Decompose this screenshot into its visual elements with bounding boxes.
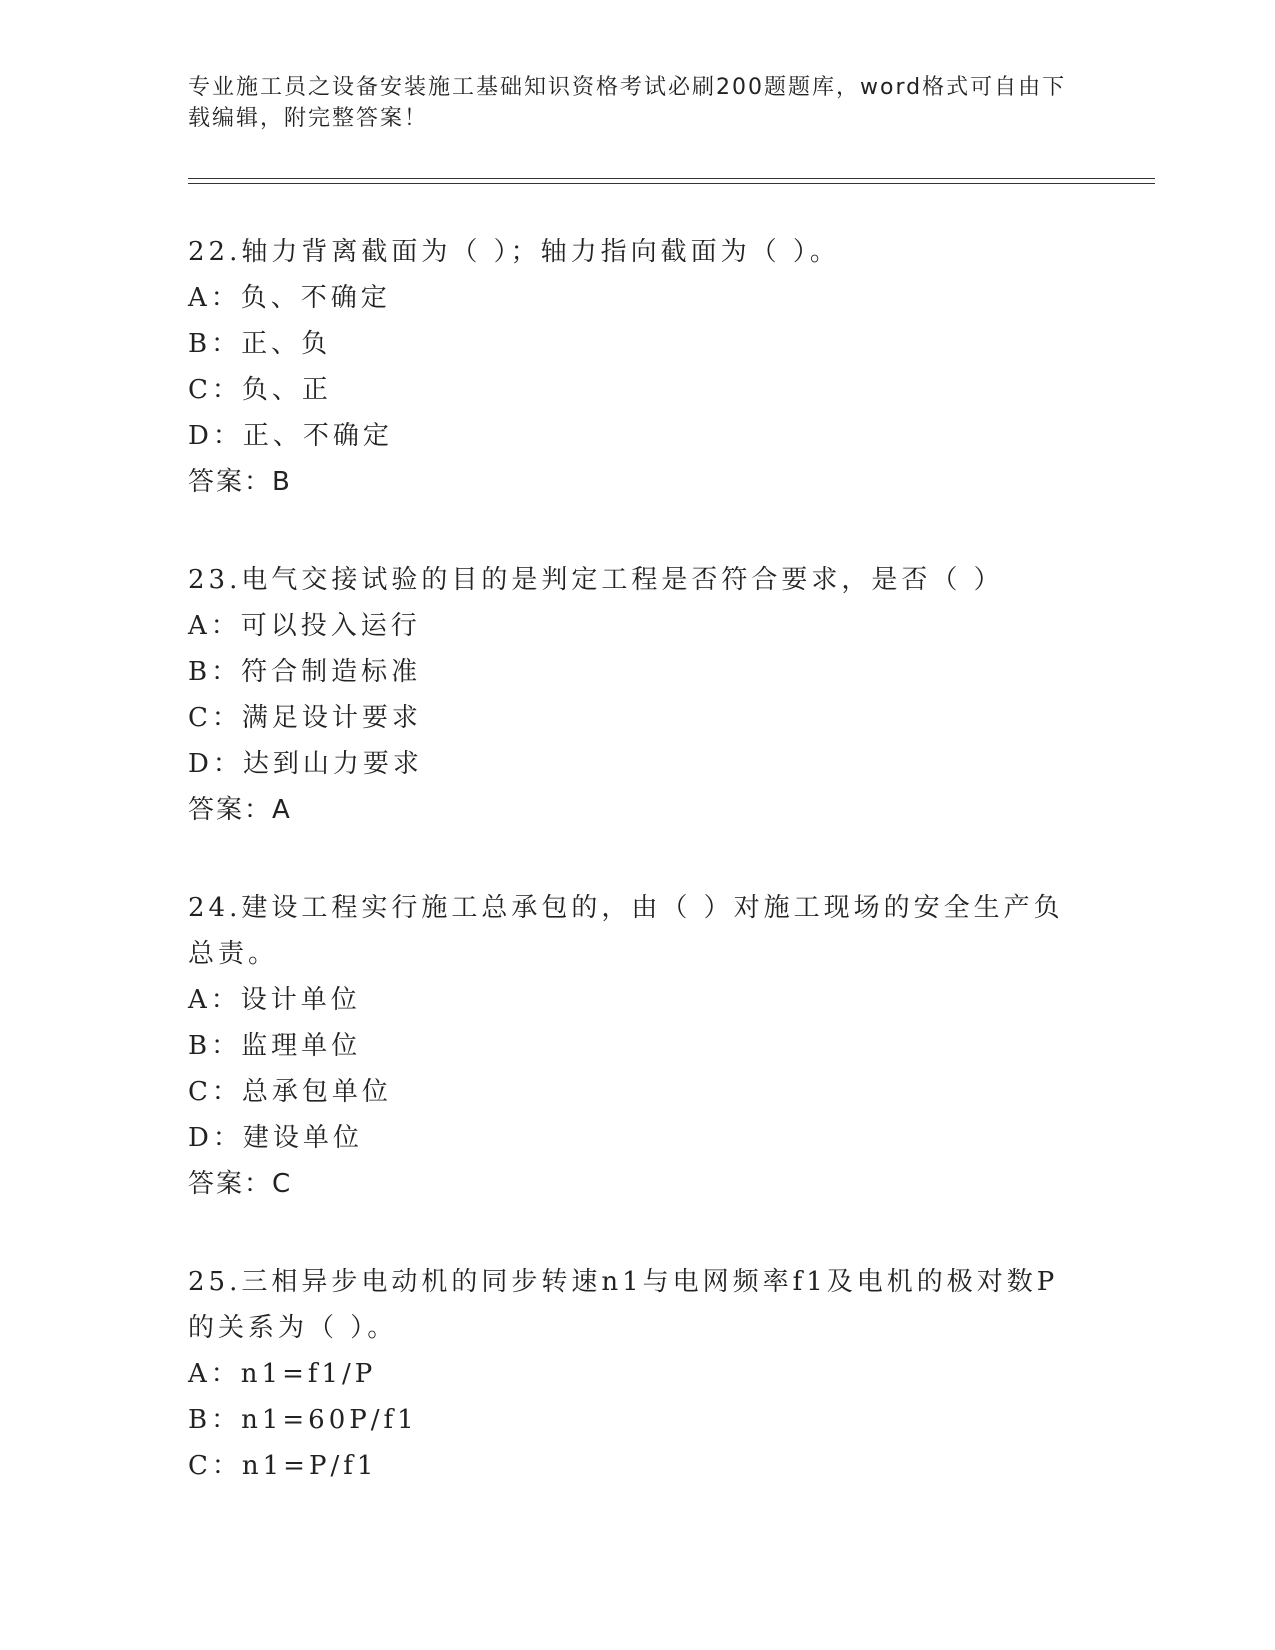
question-25 bbox=[188, 1259, 1088, 1489]
option-d: D：建设单位 bbox=[188, 1123, 363, 1153]
question-list bbox=[188, 229, 1088, 1541]
answer: 答案：B bbox=[188, 467, 292, 497]
option-c: C：负、正 bbox=[188, 375, 332, 405]
option-a: A：n1=f1/P bbox=[188, 1359, 377, 1389]
question-22 bbox=[188, 229, 1088, 505]
header-divider-top bbox=[188, 178, 1155, 179]
option-c: C：满足设计要求 bbox=[188, 703, 422, 733]
question-text: 25.三相异步电动机的同步转速n1与电网频率f1及电机的极对数P的关系为（ ）。 bbox=[188, 1267, 1059, 1343]
question-24 bbox=[188, 885, 1088, 1207]
option-b: B：n1=60P/f1 bbox=[188, 1405, 418, 1435]
option-a: A：设计单位 bbox=[188, 985, 361, 1015]
option-b: B：监理单位 bbox=[188, 1031, 362, 1061]
option-b: B：正、负 bbox=[188, 329, 332, 359]
option-c: C：n1=P/f1 bbox=[188, 1451, 378, 1481]
option-d: D：正、不确定 bbox=[188, 421, 393, 451]
header-divider-bottom bbox=[188, 183, 1155, 184]
option-d: D：达到山力要求 bbox=[188, 749, 423, 779]
document-header: 专业施工员之设备安装施工基础知识资格考试必刷200题题库，word格式可自由下载编辑，附完整答案！ bbox=[188, 75, 1067, 131]
option-c: C：总承包单位 bbox=[188, 1077, 392, 1107]
question-text: 22.轴力背离截面为（ ）；轴力指向截面为（ ）。 bbox=[188, 237, 840, 267]
answer: 答案：C bbox=[188, 1169, 293, 1199]
answer: 答案：A bbox=[188, 795, 292, 825]
option-b: B：符合制造标准 bbox=[188, 657, 422, 687]
option-a: A：可以投入运行 bbox=[188, 611, 421, 641]
question-23 bbox=[188, 557, 1088, 833]
question-text: 24.建设工程实行施工总承包的，由（ ）对施工现场的安全生产负总责。 bbox=[188, 893, 1064, 969]
question-text: 23.电气交接试验的目的是判定工程是否符合要求，是否（ ） bbox=[188, 565, 1004, 595]
option-a: A：负、不确定 bbox=[188, 283, 391, 313]
